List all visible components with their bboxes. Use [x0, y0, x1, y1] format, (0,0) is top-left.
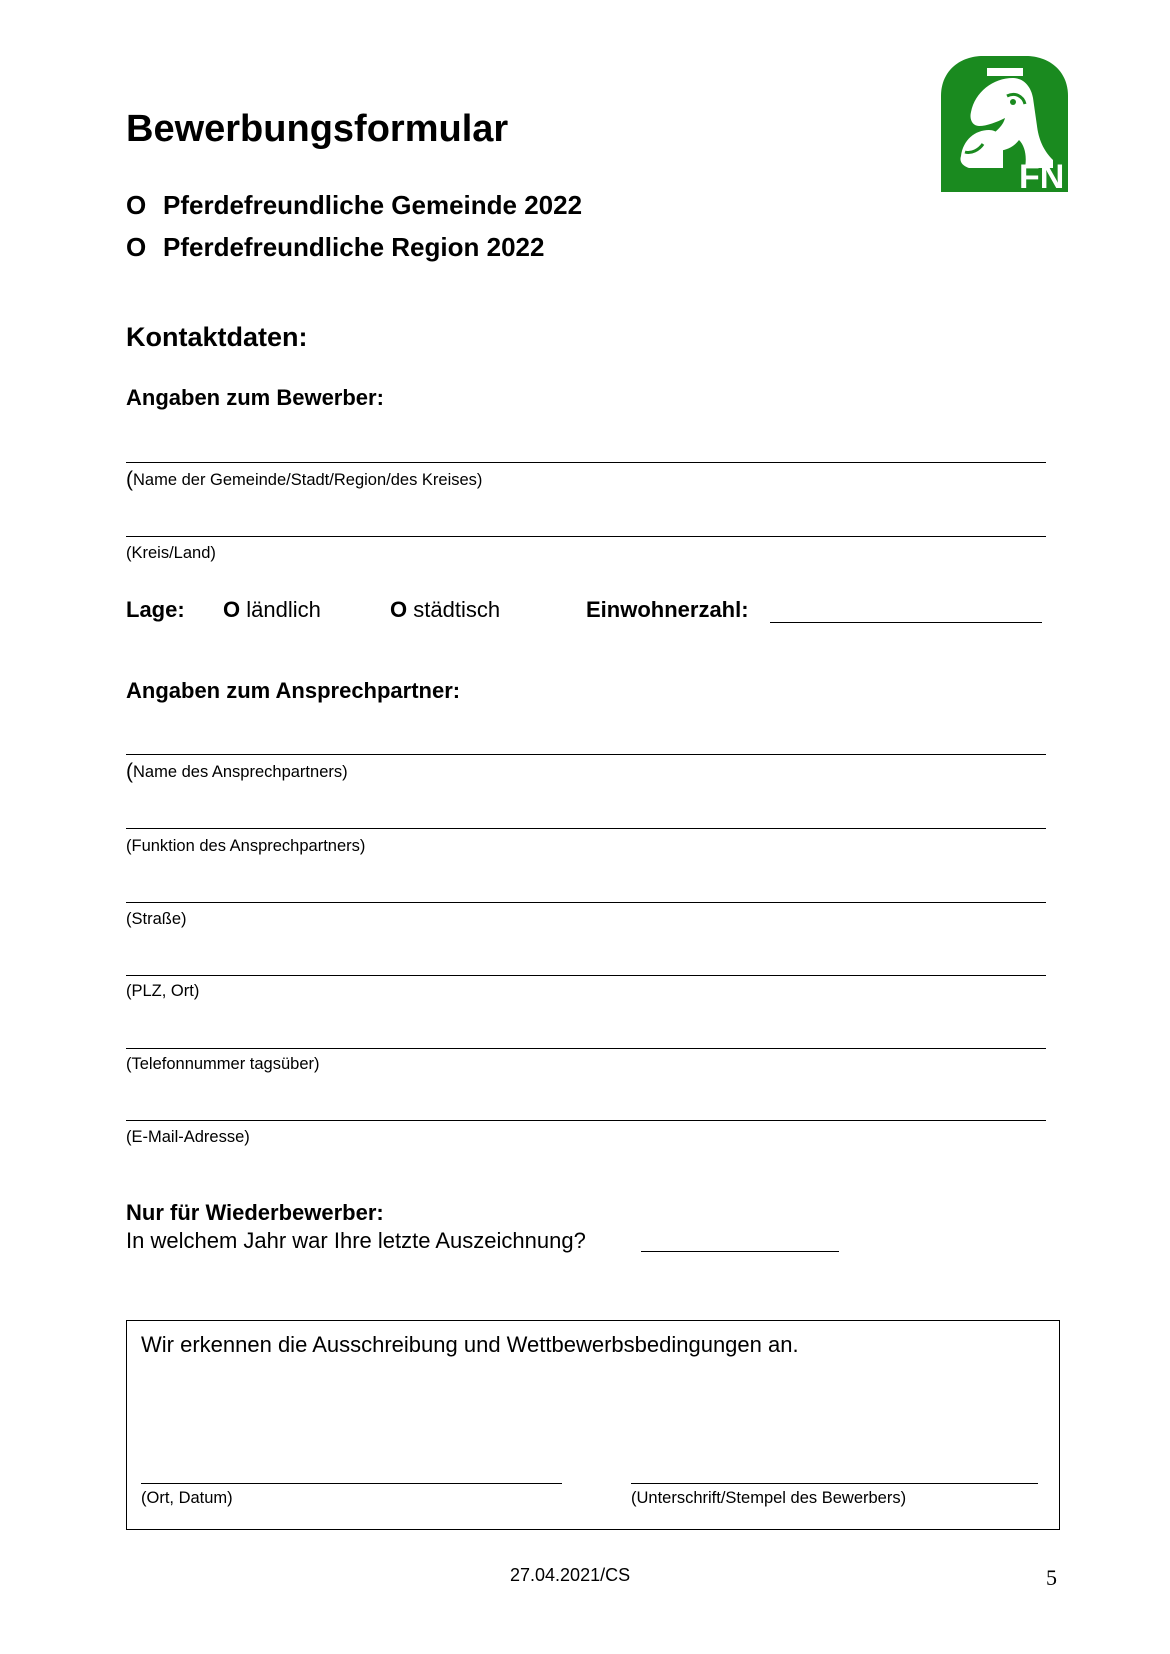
page-title: Bewerbungsformular: [126, 108, 509, 150]
field-line-email[interactable]: [126, 1120, 1046, 1121]
lage-option-laendlich[interactable]: O ländlich: [223, 597, 321, 622]
option-region[interactable]: [126, 232, 544, 263]
field-line-strasse[interactable]: [126, 902, 1046, 903]
place-date-line[interactable]: [141, 1483, 562, 1484]
lage-option-staedtisch[interactable]: O städtisch: [390, 597, 501, 622]
field-caption-telefon: (Telefonnummer tagsüber): [126, 1055, 320, 1073]
place-date-caption: (Ort, Datum): [141, 1489, 233, 1507]
option-label: Pferdefreundliche Gemeinde 2022: [163, 190, 583, 220]
reapplicant-question: In welchem Jahr war Ihre letzte Auszeichnung?: [126, 1228, 586, 1253]
fn-logo: [941, 56, 1068, 192]
checkbox-mark: O: [223, 597, 241, 622]
checkbox-mark[interactable]: O: [126, 190, 147, 220]
reapplicant-year-line[interactable]: [641, 1251, 839, 1252]
field-caption-plz-ort: (PLZ, Ort): [126, 982, 200, 1000]
field-line-kreis-land[interactable]: [126, 536, 1046, 537]
population-field-line[interactable]: [770, 622, 1042, 623]
field-caption-kreis-land: (Kreis/Land): [126, 544, 216, 562]
section-heading-kontaktdaten: Kontaktdaten:: [126, 322, 308, 352]
signature-line[interactable]: [631, 1483, 1038, 1484]
signature-caption: (Unterschrift/Stempel des Bewerbers): [631, 1489, 907, 1507]
checkbox-mark[interactable]: O: [126, 232, 147, 262]
subheading-bewerber: Angaben zum Bewerber:: [126, 385, 384, 410]
field-caption-strasse: (Straße): [126, 910, 187, 928]
fn-logo-text: FN: [1019, 158, 1065, 192]
declaration-text: Wir erkennen die Ausschreibung und Wettbewerbsbedingungen an.: [141, 1332, 799, 1357]
checkbox-mark: O: [390, 597, 408, 622]
field-caption-gemeinde: (Name der Gemeinde/Stadt/Region/des Kreises): [126, 468, 483, 491]
field-line-funktion[interactable]: [126, 828, 1046, 829]
field-line-name[interactable]: [126, 754, 1046, 755]
option-label: Pferdefreundliche Region 2022: [163, 232, 545, 262]
field-caption-name: (Name des Ansprechpartners): [126, 760, 348, 783]
footer-date-code: 27.04.2021/CS: [510, 1565, 631, 1585]
option-gemeinde[interactable]: [126, 190, 582, 221]
subheading-wiederbewerber: Nur für Wiederbewerber:: [126, 1200, 384, 1225]
lage-label: Lage:: [126, 597, 185, 622]
field-caption-email: (E-Mail-Adresse): [126, 1128, 250, 1146]
subheading-ansprechpartner: Angaben zum Ansprechpartner:: [126, 678, 461, 703]
field-line-gemeinde[interactable]: [126, 462, 1046, 463]
field-caption-funktion: (Funktion des Ansprechpartners): [126, 837, 366, 855]
field-line-plz-ort[interactable]: [126, 975, 1046, 976]
page-number: 5: [1046, 1565, 1057, 1590]
field-line-telefon[interactable]: [126, 1048, 1046, 1049]
population-label: Einwohnerzahl:: [586, 597, 749, 622]
